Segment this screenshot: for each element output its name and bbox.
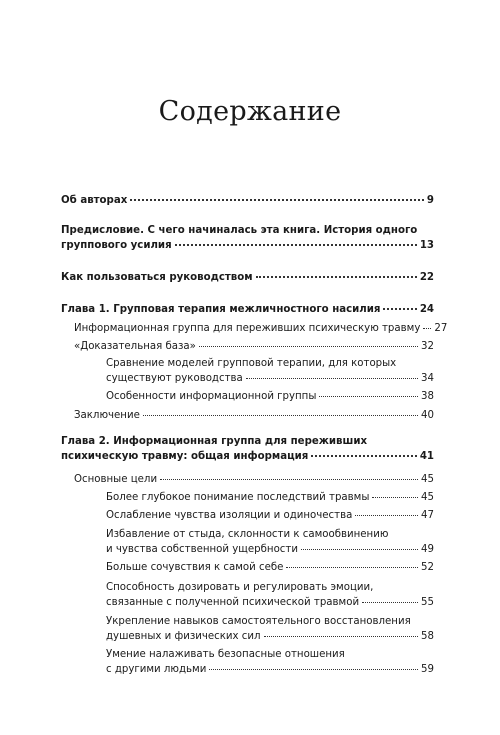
toc-entry-text-line1: Предисловие. С чего начиналась эта книга. История одного — [61, 225, 418, 236]
toc-entry-text: и чувства собственной ущербности — [106, 544, 298, 555]
toc-page-number: 47 — [421, 510, 434, 521]
dot-leader — [256, 276, 417, 278]
toc-entry-deeper-understanding — [106, 490, 434, 505]
dot-leader — [130, 199, 424, 201]
page-title: Содержание — [158, 96, 342, 127]
toc-entry-text: с другими людьми — [106, 664, 207, 675]
toc-entry-self-compassion — [106, 560, 434, 575]
toc-page-number: 52 — [421, 562, 434, 573]
toc-entry-text-line1: Укрепление навыков самостоятельного восстановления — [106, 616, 411, 627]
dot-leader — [160, 479, 418, 480]
toc-entry-preface — [61, 223, 434, 253]
toc-entry-text: Особенности информационной группы — [106, 391, 317, 402]
toc-entry-text: Ослабление чувства изоляции и одиночества — [106, 510, 353, 521]
toc-entry-text: Об авторах — [61, 195, 128, 206]
toc-page-number: 58 — [421, 631, 434, 642]
toc-entry-text-line1: Избавление от стыда, склонности к самообвинению — [106, 529, 389, 540]
dot-leader — [264, 636, 419, 637]
toc-page-number: 32 — [421, 341, 434, 352]
dot-leader — [301, 549, 418, 550]
toc-entry-text-line1: Глава 2. Информационная группа для переживших — [61, 436, 368, 447]
toc-entry-about-authors — [61, 193, 434, 208]
toc-page-number: 22 — [419, 272, 434, 283]
toc-page-number: 40 — [421, 410, 434, 421]
dot-leader — [362, 602, 418, 603]
dot-leader — [355, 515, 418, 516]
dot-leader — [246, 378, 418, 379]
toc-entry-text-line1: Сравнение моделей групповой терапии, для которых — [106, 358, 397, 369]
toc-entry-how-to-use — [61, 270, 434, 285]
toc-entry-chapter-1 — [61, 302, 434, 317]
toc-page-number: 38 — [421, 391, 434, 402]
toc-entry-info-group — [74, 321, 448, 336]
dot-leader — [423, 328, 431, 329]
toc-entry-text: душевных и физических сил — [106, 631, 261, 642]
toc-page-number: 49 — [421, 544, 434, 555]
toc-page-number: 55 — [421, 597, 434, 608]
dot-leader — [319, 396, 418, 397]
toc-entry-text: Как пользоваться руководством — [61, 272, 253, 283]
toc-page-number: 34 — [421, 373, 434, 384]
toc-page-number: 41 — [419, 451, 434, 462]
toc-entry-text-line1: Умение налаживать безопасные отношения — [106, 649, 345, 660]
toc-entry-text: психическую травму: общая информация — [61, 451, 309, 462]
dot-leader — [286, 567, 418, 568]
dot-leader — [372, 497, 418, 498]
toc-page-number: 24 — [419, 304, 434, 315]
dot-leader — [209, 669, 418, 670]
toc-page-number: 27 — [434, 323, 448, 334]
toc-entry-text: Заключение — [74, 410, 140, 421]
toc-entry-text: Более глубокое понимание последствий травмы — [106, 492, 370, 503]
toc-entry-text: Глава 1. Групповая терапия межличностного насилия — [61, 304, 381, 315]
toc-entry-text: «Доказательная база» — [74, 341, 196, 352]
toc-entry-info-group-features — [106, 389, 434, 404]
toc-entry-reducing-isolation — [106, 508, 434, 523]
toc-page-number: 45 — [421, 474, 434, 485]
toc-entry-conclusion — [74, 408, 434, 423]
toc-page-number: 13 — [419, 240, 434, 251]
toc-entry-text: Больше сочувствия к самой себе — [106, 562, 284, 573]
toc-entry-text: существуют руководства — [106, 373, 243, 384]
dot-leader — [311, 455, 416, 457]
toc-page-number: 45 — [421, 492, 434, 503]
dot-leader — [175, 244, 417, 246]
dot-leader — [199, 346, 418, 347]
toc-entry-text: группового усилия — [61, 240, 172, 251]
toc-entry-text: Информационная группа для переживших психическую травму — [74, 323, 421, 334]
toc-entry-emotion-regulation — [106, 580, 434, 610]
toc-entry-model-comparison — [106, 356, 434, 386]
toc-entry-self-recovery-skills — [106, 614, 434, 644]
toc-entry-getting-rid-of-shame — [106, 527, 434, 557]
dot-leader — [143, 415, 418, 416]
dot-leader — [383, 308, 416, 310]
toc-entry-text-line1: Способность дозировать и регулировать эмоции, — [106, 582, 374, 593]
toc-page-number: 59 — [421, 664, 434, 675]
toc-entry-text: Основные цели — [74, 474, 158, 485]
toc-entry-chapter-2 — [61, 434, 434, 464]
toc-entry-safe-relationships — [106, 647, 434, 677]
toc-entry-text: связанные с полученной психической травмой — [106, 597, 360, 608]
toc-entry-main-goals — [74, 472, 434, 487]
toc-page-number: 9 — [426, 195, 434, 206]
toc-entry-evidence-base — [74, 339, 434, 354]
